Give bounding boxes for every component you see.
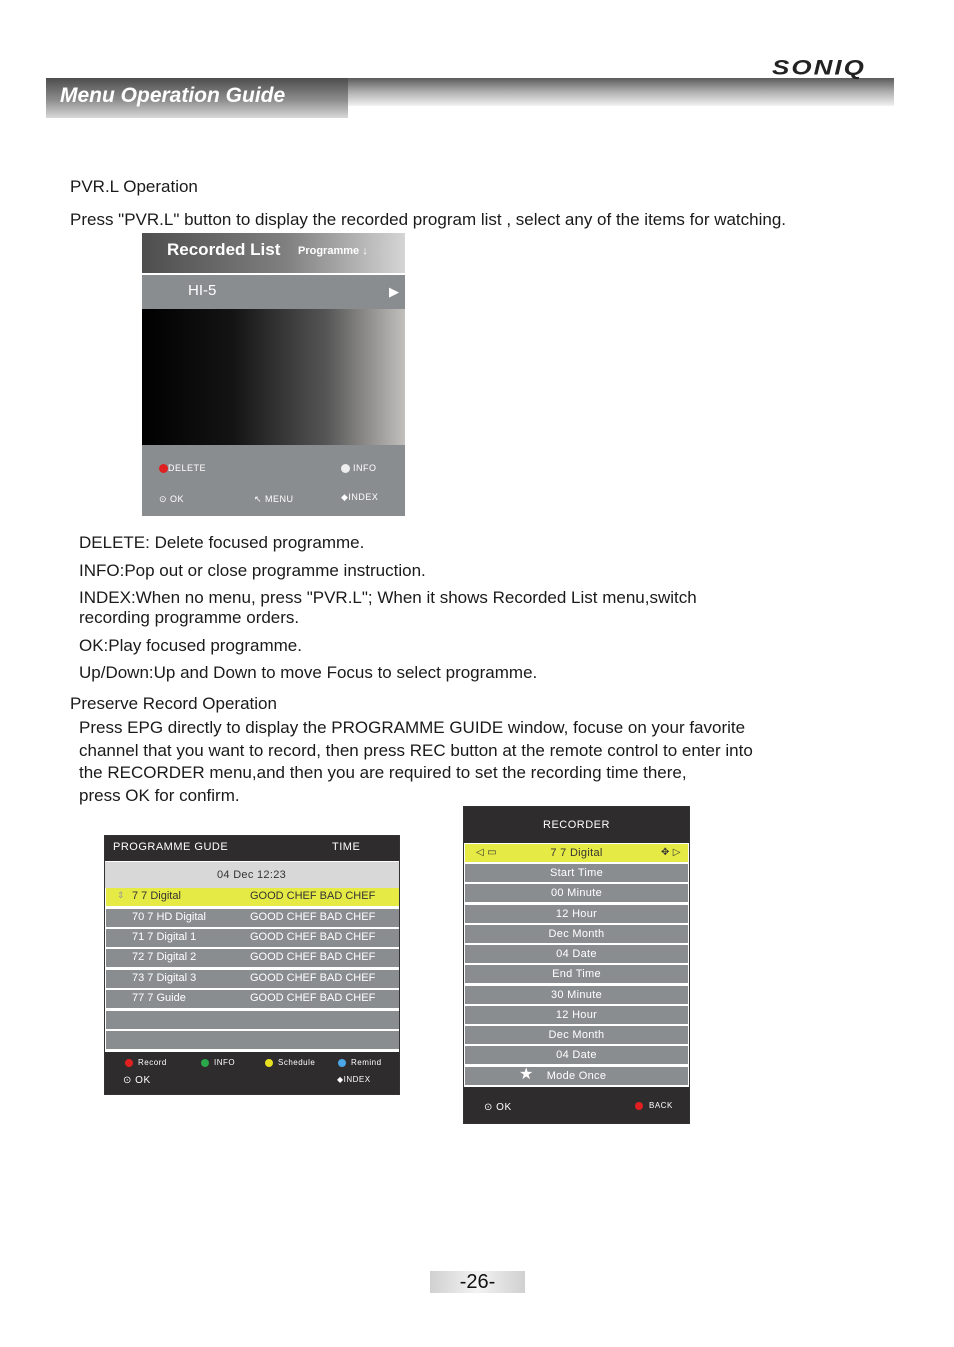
recorder-row[interactable]: 12 Hour: [465, 905, 688, 923]
record-hint[interactable]: Record: [125, 1058, 167, 1067]
left-arrow-icon: ◁ ▭: [476, 847, 497, 858]
guide-row[interactable]: 72 7 Digital 2 GOOD CHEF BAD CHEF: [106, 949, 399, 967]
guide-time-label: TIME: [332, 841, 361, 853]
page-title: Menu Operation Guide: [60, 84, 286, 107]
star-icon: ★: [519, 1066, 534, 1083]
recorder-row[interactable]: 04 Date: [465, 945, 688, 963]
recorder-row[interactable]: 30 Minute: [465, 986, 688, 1004]
back-arrow-icon: ↖: [254, 494, 266, 504]
desc-index: INDEX:When no menu, press "PVR.L"; When it shows Recorded List menu,switch: [79, 588, 697, 607]
info-hint[interactable]: INFO: [341, 463, 377, 473]
recorded-list-footer: [142, 445, 405, 516]
recorder-mode-row[interactable]: ★ Mode Once: [465, 1067, 688, 1085]
red-button-icon: [159, 464, 168, 473]
ok-hint[interactable]: ⊙ OK: [484, 1102, 512, 1113]
recorder-row[interactable]: End Time: [465, 965, 688, 983]
play-arrow-icon: ▶: [389, 284, 399, 299]
page-number: -26-: [430, 1271, 525, 1293]
recorder-header: [464, 807, 689, 843]
ok-icon: ⊙: [484, 1102, 497, 1113]
yellow-button-icon: [265, 1059, 273, 1067]
preview-area: [142, 309, 405, 445]
brand-logo: SONIQ: [772, 55, 866, 80]
guide-footer: [105, 1052, 399, 1094]
recorder-title: RECORDER: [543, 819, 610, 831]
desc-info: INFO:Pop out or close programme instruction.: [79, 561, 426, 580]
guide-title: PROGRAMME GUDE: [113, 841, 229, 853]
updown-icon: ⇕: [117, 890, 125, 900]
index-hint[interactable]: ◆INDEX: [341, 492, 379, 502]
guide-date-bar: [105, 862, 399, 888]
ok-icon: ⊙: [159, 494, 171, 504]
diamond-icon: ◆: [337, 1075, 344, 1084]
red-button-icon: [635, 1102, 643, 1110]
white-button-icon: [341, 464, 350, 473]
blue-button-icon: [338, 1059, 346, 1067]
desc-delete: DELETE: Delete focused programme.: [79, 533, 365, 552]
recorder-screen: [463, 806, 690, 1124]
recorder-row[interactable]: Dec Month: [465, 1026, 688, 1044]
recorder-row[interactable]: 12 Hour: [465, 1006, 688, 1024]
sort-label[interactable]: Programme ↓: [298, 245, 368, 257]
guide-row[interactable]: 70 7 HD Digital GOOD CHEF BAD CHEF: [106, 909, 399, 927]
recorded-item[interactable]: [142, 275, 405, 309]
pvr-heading: PVR.L Operation: [70, 177, 198, 196]
recorder-row[interactable]: Start Time: [465, 864, 688, 882]
ok-hint[interactable]: ⊙ OK: [159, 494, 185, 504]
recorded-list-screen: [142, 233, 405, 516]
recorded-list-title: Recorded List: [167, 240, 281, 259]
preserve-line-1: Press EPG directly to display the PROGRAMME GUIDE window, focuse on your favorite: [79, 718, 746, 737]
recorder-channel-row[interactable]: ◁ ▭ 7 7 Digital ✥ ▷: [465, 844, 688, 862]
recorder-row[interactable]: Dec Month: [465, 925, 688, 943]
ok-icon: ⊙: [123, 1075, 136, 1086]
remind-hint[interactable]: Remind: [338, 1058, 382, 1067]
guide-row[interactable]: 77 7 Guide GOOD CHEF BAD CHEF: [106, 990, 399, 1008]
guide-row-empty[interactable]: [106, 1011, 399, 1029]
green-button-icon: [201, 1059, 209, 1067]
guide-row[interactable]: 73 7 Digital 3 GOOD CHEF BAD CHEF: [106, 970, 399, 988]
info-hint[interactable]: INFO: [201, 1058, 235, 1067]
preserve-line-2: channel that you want to record, then press REC button at the remote control to enter into: [79, 741, 753, 760]
right-arrow-icon: ✥ ▷: [661, 847, 681, 858]
red-button-icon: [125, 1059, 133, 1067]
programme-guide-screen: [104, 835, 400, 1095]
menu-hint[interactable]: ↖ MENU: [254, 494, 294, 504]
recorder-row[interactable]: 04 Date: [465, 1046, 688, 1064]
guide-row-empty[interactable]: [106, 1031, 399, 1049]
recorder-footer: [464, 1087, 689, 1123]
ok-hint[interactable]: ⊙ OK: [123, 1075, 151, 1086]
pvr-intro: Press "PVR.L" button to display the recorded program list , select any of the items for watching.: [70, 210, 787, 229]
recorded-list-header: [142, 233, 405, 273]
schedule-hint[interactable]: Schedule: [265, 1058, 315, 1067]
index-hint[interactable]: ◆INDEX: [337, 1075, 371, 1084]
preserve-heading: Preserve Record Operation: [70, 694, 277, 713]
desc-ok: OK:Play focused programme.: [79, 636, 302, 655]
desc-index-cont: recording programme orders.: [79, 608, 300, 627]
guide-row[interactable]: 71 7 Digital 1 GOOD CHEF BAD CHEF: [106, 929, 399, 947]
guide-date: 04 Dec 12:23: [217, 869, 287, 881]
recorder-row[interactable]: 00 Minute: [465, 884, 688, 902]
preserve-line-4: press OK for confirm.: [79, 786, 240, 805]
preserve-line-3: the RECORDER menu,and then you are required to set the recording time there,: [79, 763, 687, 782]
delete-hint[interactable]: DELETE: [159, 463, 206, 473]
guide-header: [105, 836, 399, 861]
guide-row[interactable]: ⇕ 7 7 Digital GOOD CHEF BAD CHEF: [106, 888, 399, 906]
recorded-item-label: HI-5: [188, 282, 217, 299]
desc-updown: Up/Down:Up and Down to move Focus to select programme.: [79, 663, 538, 682]
back-hint[interactable]: BACK: [635, 1101, 673, 1110]
diamond-icon: ◆: [341, 492, 349, 502]
